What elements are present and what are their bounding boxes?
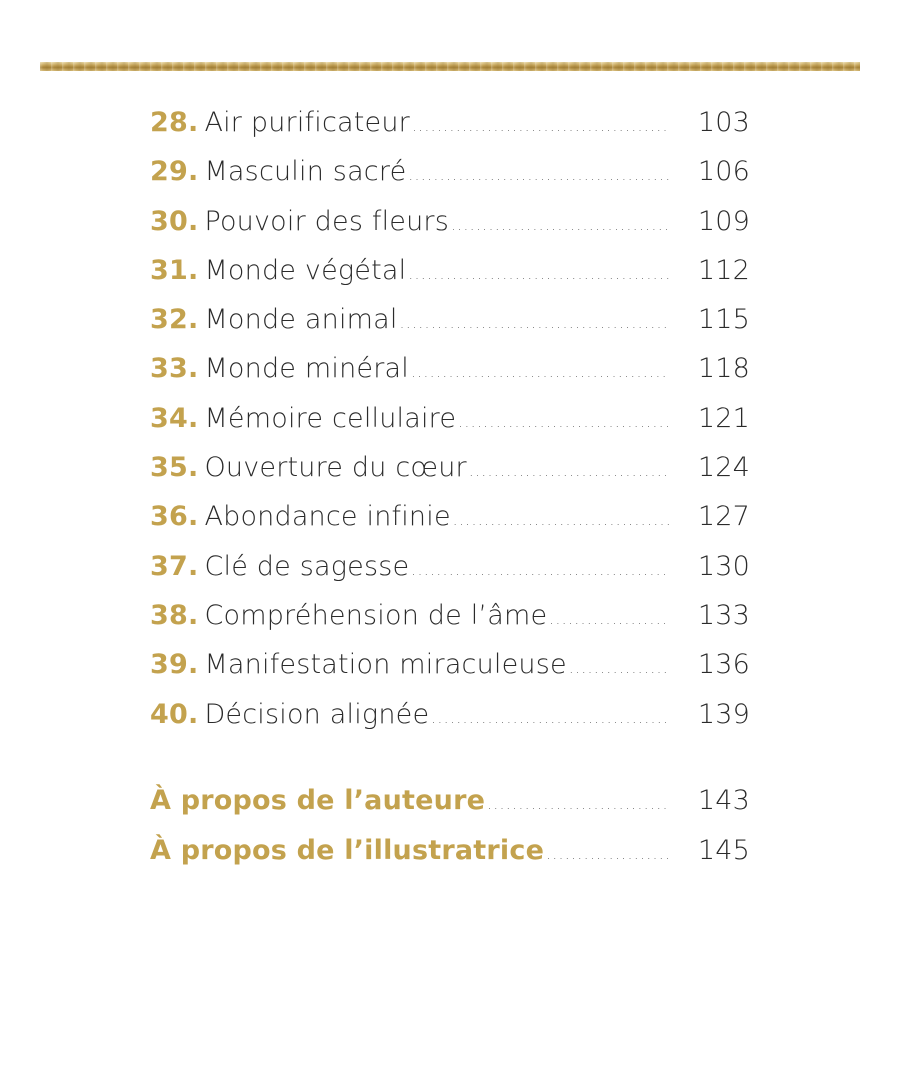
page-number: 106 bbox=[697, 156, 750, 188]
dot-leader bbox=[453, 513, 670, 528]
gold-foil-divider bbox=[40, 62, 860, 71]
section-title: À propos de l’illustratrice bbox=[150, 835, 545, 866]
page-number: 103 bbox=[697, 107, 750, 138]
dot-leader bbox=[487, 797, 670, 812]
chapter-title: Abondance infinie bbox=[204, 501, 451, 533]
toc-entry-about-illustrator[interactable] bbox=[150, 835, 750, 885]
dot-leader bbox=[569, 661, 670, 676]
dot-leader bbox=[412, 119, 670, 134]
toc-entry-40[interactable] bbox=[150, 699, 750, 748]
dot-leader bbox=[458, 415, 670, 430]
dot-leader bbox=[451, 218, 670, 233]
section-title: À propos de l’auteure bbox=[150, 785, 486, 816]
page-number: 130 bbox=[697, 550, 750, 582]
chapter-title: Manifestation miraculeuse bbox=[204, 649, 567, 681]
chapter-title: Monde végétal bbox=[204, 254, 407, 286]
chapter-number: 39. bbox=[150, 649, 199, 681]
toc-entry-36[interactable] bbox=[150, 501, 750, 550]
page-number: 127 bbox=[697, 501, 750, 533]
chapter-title: Clé de sagesse bbox=[204, 550, 410, 582]
page-number: 121 bbox=[697, 402, 750, 434]
dot-leader bbox=[411, 365, 670, 380]
page-number: 112 bbox=[697, 254, 750, 286]
toc-entry-35[interactable] bbox=[150, 452, 750, 501]
chapter-number: 34. bbox=[150, 402, 199, 434]
dot-leader bbox=[408, 168, 670, 183]
toc-entry-30[interactable] bbox=[150, 206, 750, 255]
chapter-number: 32. bbox=[150, 304, 199, 336]
toc-entry-31[interactable] bbox=[150, 255, 750, 304]
dot-leader bbox=[546, 847, 670, 862]
chapter-title: Ouverture du cœur bbox=[204, 452, 467, 484]
toc-entry-38[interactable] bbox=[150, 600, 750, 649]
dot-leader bbox=[411, 563, 670, 578]
chapter-number: 36. bbox=[150, 501, 199, 533]
chapter-title: Monde animal bbox=[204, 304, 398, 336]
chapter-title: Monde minéral bbox=[204, 353, 409, 385]
dot-leader bbox=[469, 464, 670, 479]
chapter-title: Air purificateur bbox=[204, 107, 410, 138]
page-number: 139 bbox=[697, 698, 750, 730]
toc-entry-about-author[interactable] bbox=[150, 785, 750, 835]
dot-leader bbox=[408, 267, 670, 282]
page-number: 136 bbox=[697, 649, 750, 681]
back-matter-list bbox=[150, 785, 750, 885]
chapter-number: 30. bbox=[150, 205, 199, 237]
chapter-number: 31. bbox=[150, 254, 199, 286]
toc-entry-28[interactable] bbox=[150, 107, 750, 156]
page-number: 109 bbox=[697, 205, 750, 237]
page-number: 143 bbox=[697, 785, 750, 816]
dot-leader bbox=[549, 612, 670, 627]
chapter-title: Décision alignée bbox=[204, 698, 430, 730]
chapter-number: 38. bbox=[150, 599, 199, 631]
page-number: 124 bbox=[697, 452, 750, 484]
page-number: 133 bbox=[697, 599, 750, 631]
toc-entry-37[interactable] bbox=[150, 551, 750, 600]
chapter-number: 29. bbox=[150, 156, 199, 188]
page-number: 115 bbox=[697, 304, 750, 336]
toc-entry-32[interactable] bbox=[150, 304, 750, 353]
chapter-number: 35. bbox=[150, 452, 199, 484]
dot-leader bbox=[400, 316, 670, 331]
toc-entry-34[interactable] bbox=[150, 403, 750, 452]
chapter-number: 33. bbox=[150, 353, 199, 385]
toc-entry-33[interactable] bbox=[150, 353, 750, 402]
toc-entry-39[interactable] bbox=[150, 649, 750, 698]
chapter-title: Compréhension de l’âme bbox=[204, 599, 548, 631]
chapter-number: 37. bbox=[150, 550, 199, 582]
table-of-contents bbox=[150, 107, 750, 748]
chapter-number: 40. bbox=[150, 698, 199, 730]
chapter-title: Masculin sacré bbox=[204, 156, 407, 188]
chapter-title: Pouvoir des fleurs bbox=[204, 205, 449, 237]
dot-leader bbox=[431, 711, 670, 726]
page-number: 118 bbox=[697, 353, 750, 385]
toc-entry-29[interactable] bbox=[150, 156, 750, 205]
chapter-number: 28. bbox=[150, 107, 199, 138]
chapter-title: Mémoire cellulaire bbox=[204, 402, 457, 434]
page-number: 145 bbox=[697, 835, 750, 866]
